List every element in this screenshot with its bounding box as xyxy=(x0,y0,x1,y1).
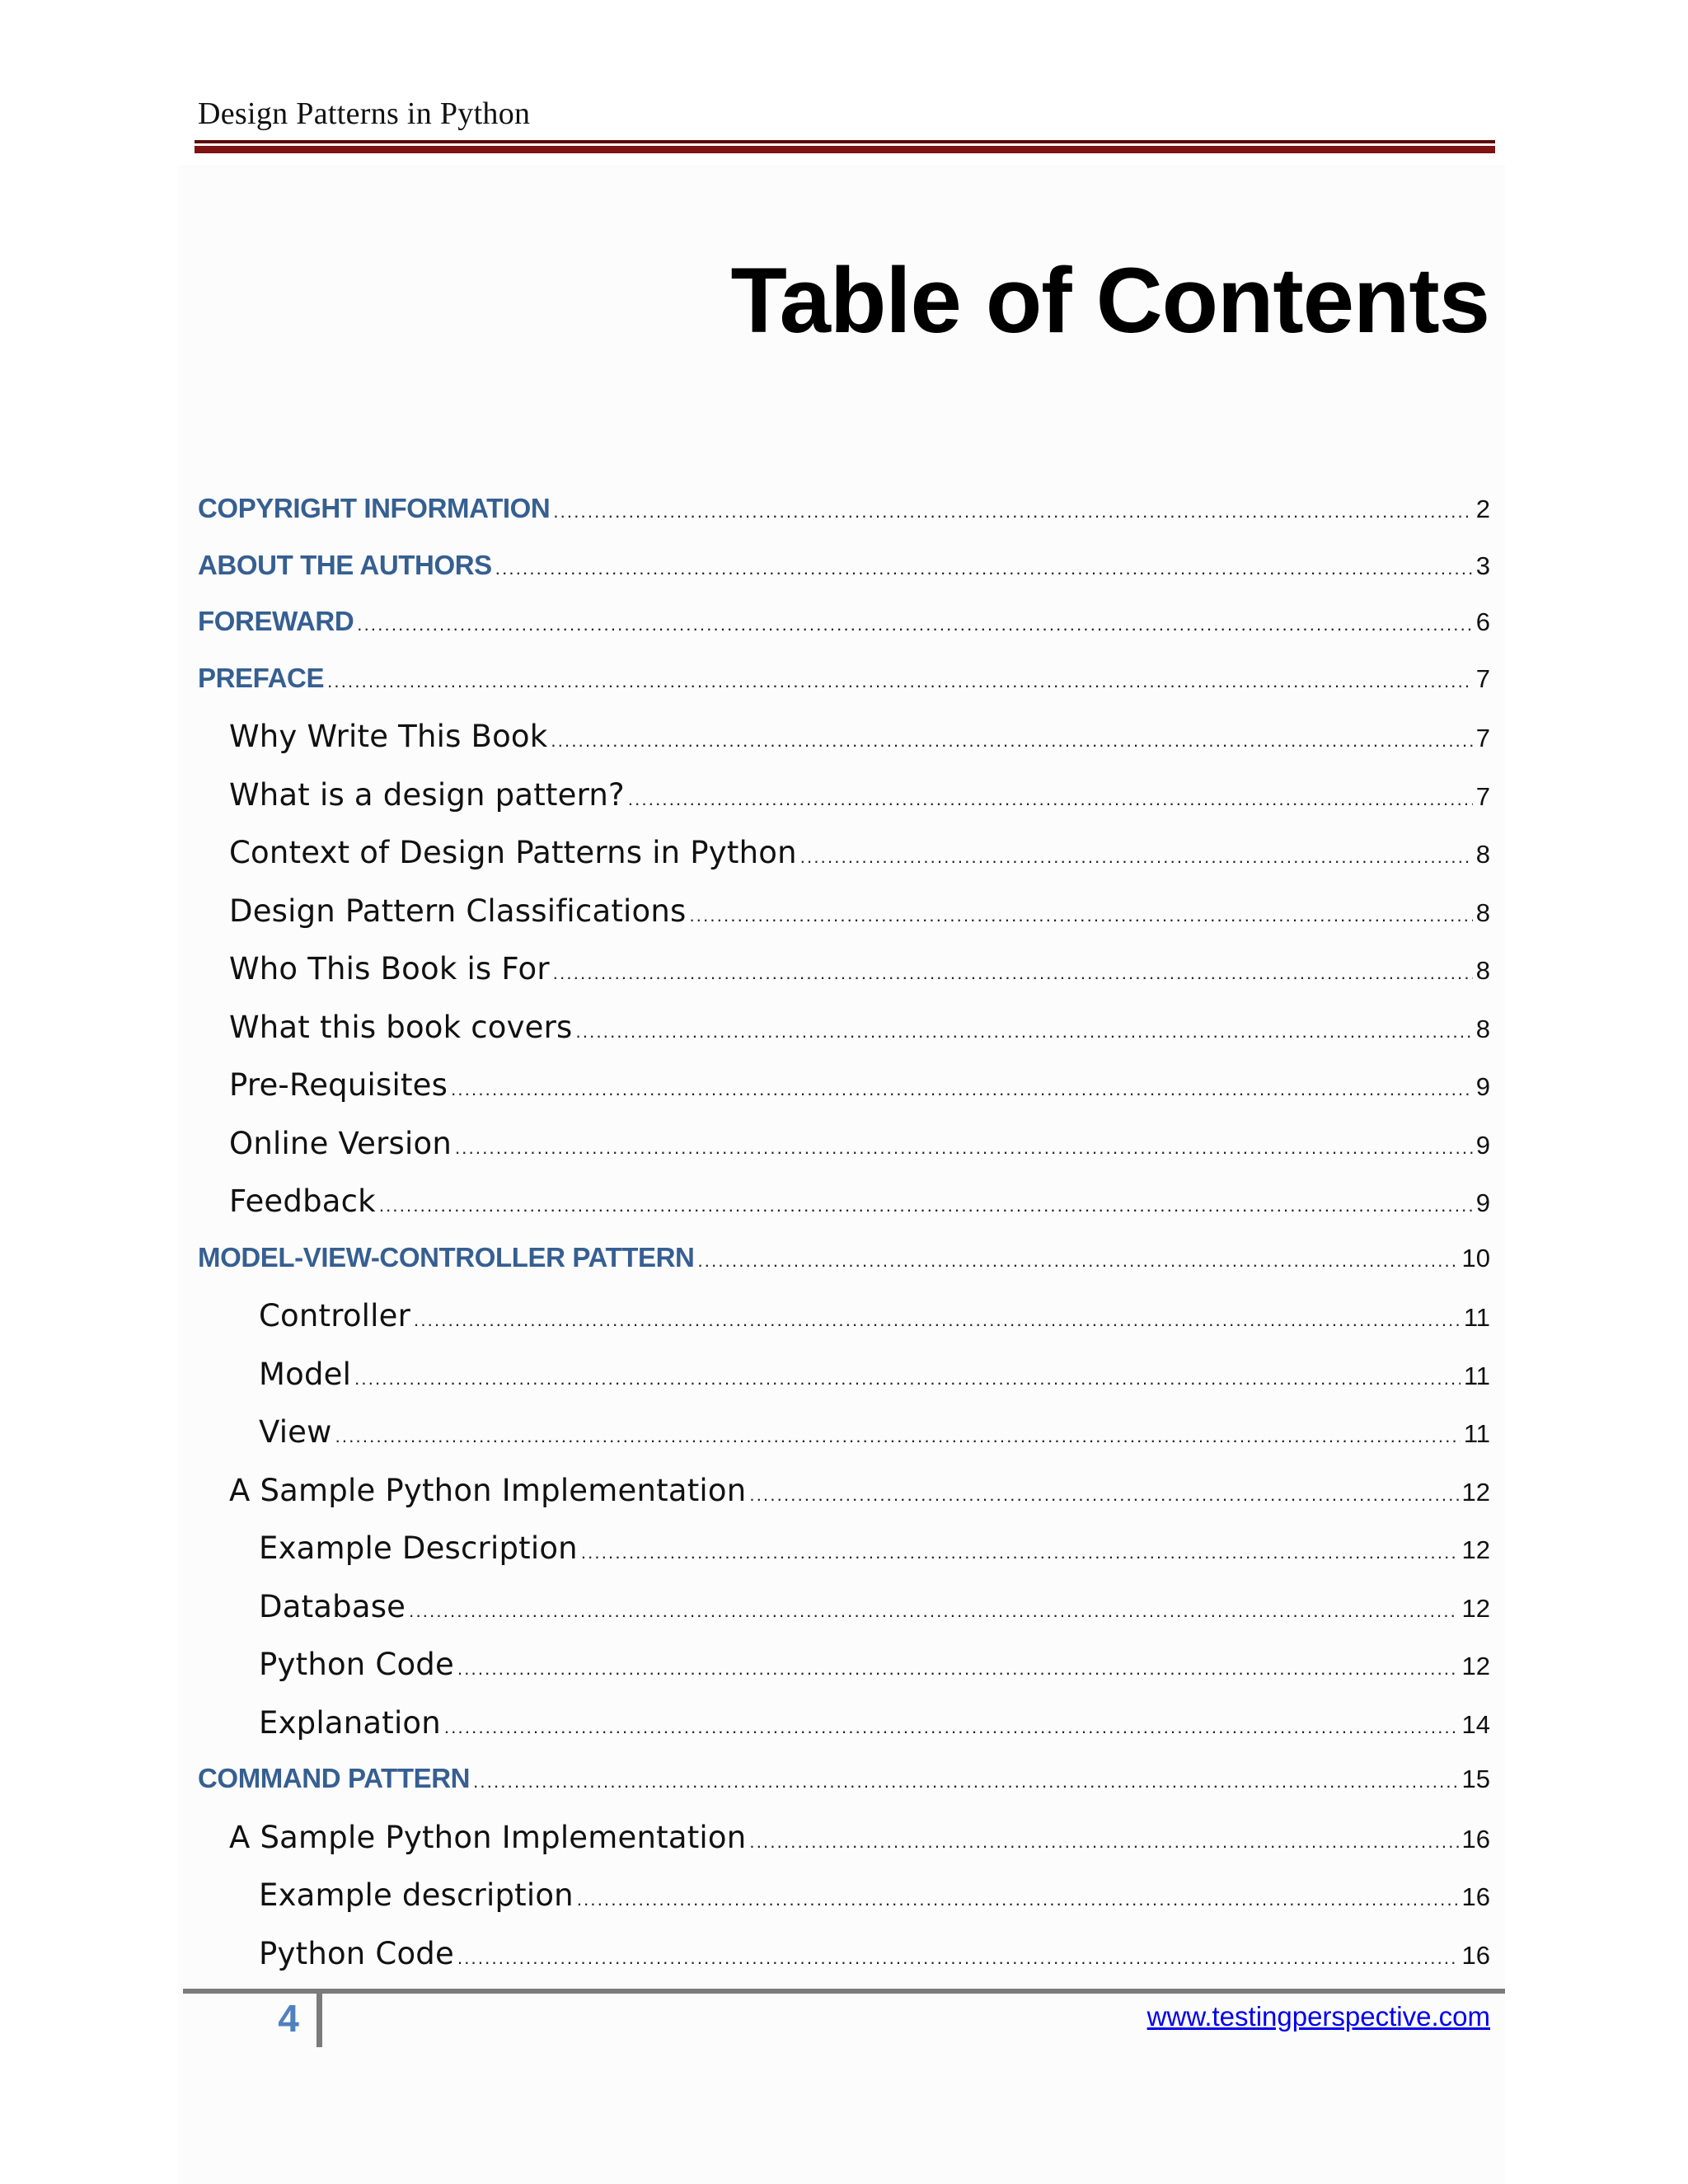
website-link[interactable]: www.testingperspective.com xyxy=(1146,2001,1490,2032)
toc-entry-title: MODEL-VIEW-CONTROLLER PATTERN xyxy=(198,1241,695,1272)
toc-entry-title: Context of Design Patterns in Python xyxy=(229,835,797,870)
toc-dot-leader xyxy=(553,964,1473,982)
toc-entry-title: PREFACE xyxy=(198,662,325,693)
toc-dot-leader xyxy=(800,848,1473,866)
toc-entry[interactable] xyxy=(198,1820,1490,1878)
toc-entry-page: 10 xyxy=(1461,1243,1490,1272)
toc-entry-title: Python Code xyxy=(259,1647,454,1682)
toc-entry[interactable] xyxy=(198,1877,1490,1936)
toc-entry-page: 7 xyxy=(1475,663,1490,693)
toc-entry-page: 3 xyxy=(1475,551,1490,580)
toc-entry-title: ABOUT THE AUTHORS xyxy=(198,549,492,580)
toc-entry-title: Example Description xyxy=(259,1530,578,1566)
toc-dot-leader xyxy=(577,1891,1459,1909)
toc-entry[interactable] xyxy=(198,1357,1490,1415)
toc-entry[interactable] xyxy=(198,1414,1490,1473)
toc-entry[interactable] xyxy=(198,493,1490,550)
toc-entry-page: 8 xyxy=(1475,898,1490,927)
toc-entry-title: Design Pattern Classifications xyxy=(229,893,687,929)
toc-dot-leader xyxy=(495,560,1473,578)
toc-entry[interactable] xyxy=(198,663,1490,719)
toc-entry[interactable] xyxy=(198,1530,1490,1589)
toc-entry-title: COMMAND PATTERN xyxy=(198,1763,471,1793)
toc-entry-title: Example description xyxy=(259,1877,574,1913)
toc-entry-title: What this book covers xyxy=(229,1009,573,1045)
toc-entry-title: Online Version xyxy=(229,1125,452,1161)
toc-entry-page: 11 xyxy=(1463,1419,1490,1448)
toc-entry-title: COPYRIGHT INFORMATION xyxy=(198,493,551,523)
toc-dot-leader xyxy=(335,1427,1461,1446)
toc-entry[interactable] xyxy=(198,719,1490,777)
toc-entry-page: 12 xyxy=(1461,1652,1490,1680)
toc-entry[interactable] xyxy=(198,1705,1490,1764)
header-rule-thick xyxy=(195,146,1495,153)
toc-entry[interactable] xyxy=(198,1067,1490,1126)
toc-entry-page: 7 xyxy=(1475,724,1490,752)
toc-entry[interactable] xyxy=(198,606,1490,663)
toc-entry-title: Why Write This Book xyxy=(229,719,548,754)
toc-entry-page: 9 xyxy=(1475,1072,1490,1101)
toc-entry-page: 9 xyxy=(1475,1188,1490,1217)
toc-dot-leader xyxy=(457,1660,1459,1678)
page-title: Table of Contents xyxy=(730,249,1489,352)
toc-entry[interactable] xyxy=(198,1763,1490,1820)
toc-dot-leader xyxy=(414,1311,1461,1329)
toc-entry-title: Who This Book is For xyxy=(229,951,550,987)
toc-entry[interactable] xyxy=(198,550,1490,607)
toc-entry-page: 16 xyxy=(1461,1940,1490,1970)
toc-entry-page: 12 xyxy=(1461,1477,1490,1507)
toc-dot-leader xyxy=(581,1544,1459,1562)
page-number: 4 xyxy=(278,1997,299,2040)
toc-entry-title: Model xyxy=(259,1356,352,1392)
toc-dot-leader xyxy=(457,1949,1459,1967)
toc-entry[interactable] xyxy=(198,777,1490,836)
toc-entry-page: 8 xyxy=(1475,956,1490,985)
toc-dot-leader xyxy=(551,732,1472,750)
toc-dot-leader xyxy=(409,1602,1458,1620)
toc-entry-page: 15 xyxy=(1461,1765,1490,1793)
toc-entry[interactable] xyxy=(198,1589,1490,1647)
toc-entry-title: Database xyxy=(259,1588,406,1624)
toc-dot-leader xyxy=(697,1252,1458,1270)
toc-entry-page: 12 xyxy=(1461,1593,1490,1623)
toc-entry[interactable] xyxy=(198,1647,1490,1705)
toc-entry-title: A Sample Python Implementation xyxy=(229,1819,747,1855)
toc-dot-leader xyxy=(749,1486,1458,1504)
toc-entry[interactable] xyxy=(198,1183,1490,1242)
toc-entry-title: View xyxy=(259,1414,332,1450)
toc-dot-leader xyxy=(379,1197,1473,1215)
toc-dot-leader xyxy=(689,907,1472,925)
running-header: Design Patterns in Python xyxy=(198,96,531,131)
toc-dot-leader xyxy=(444,1718,1459,1736)
toc-entry[interactable] xyxy=(198,893,1490,952)
toc-list xyxy=(198,493,1490,1994)
footer-rule xyxy=(183,1989,1505,1994)
toc-entry[interactable] xyxy=(198,835,1490,893)
toc-entry-page: 16 xyxy=(1461,1882,1490,1911)
toc-dot-leader xyxy=(473,1773,1458,1791)
toc-entry-title: Feedback xyxy=(229,1183,376,1219)
header-rule-thin xyxy=(195,140,1495,143)
toc-dot-leader xyxy=(354,1370,1461,1388)
toc-entry-page: 16 xyxy=(1461,1824,1490,1854)
toc-entry-page: 2 xyxy=(1475,494,1490,523)
toc-entry-page: 9 xyxy=(1475,1130,1490,1160)
toc-dot-leader xyxy=(451,1080,1473,1099)
toc-entry[interactable] xyxy=(198,1010,1490,1068)
toc-entry-title: Pre-Requisites xyxy=(229,1067,448,1103)
toc-dot-leader xyxy=(455,1139,1473,1157)
toc-entry[interactable] xyxy=(198,1242,1490,1299)
toc-dot-leader xyxy=(357,616,1472,634)
footer-divider xyxy=(316,1991,322,2047)
toc-entry[interactable] xyxy=(198,1473,1490,1531)
toc-dot-leader xyxy=(576,1023,1473,1041)
toc-entry-title: What is a design pattern? xyxy=(229,776,625,813)
toc-entry[interactable] xyxy=(198,951,1490,1010)
toc-entry-page: 11 xyxy=(1463,1361,1490,1390)
toc-dot-leader xyxy=(553,503,1472,521)
toc-entry-page: 7 xyxy=(1475,781,1490,811)
toc-entry[interactable] xyxy=(198,1936,1490,1994)
toc-entry-page: 8 xyxy=(1475,1014,1490,1043)
toc-entry-title: Controller xyxy=(259,1298,411,1333)
toc-dot-leader xyxy=(628,790,1473,808)
toc-dot-leader xyxy=(749,1833,1458,1851)
toc-entry-page: 12 xyxy=(1461,1535,1490,1564)
toc-entry[interactable] xyxy=(198,1126,1490,1184)
toc-entry-title: FOREWARD xyxy=(198,606,354,636)
toc-entry-page: 14 xyxy=(1461,1709,1490,1739)
toc-entry-title: Explanation xyxy=(259,1704,441,1741)
toc-entry-title: Python Code xyxy=(259,1935,454,1971)
toc-entry-page: 11 xyxy=(1463,1303,1490,1332)
toc-entry[interactable] xyxy=(198,1298,1490,1357)
toc-entry-page: 8 xyxy=(1475,840,1490,869)
toc-dot-leader xyxy=(327,673,1473,691)
toc-entry-title: A Sample Python Implementation xyxy=(229,1472,747,1508)
toc-entry-page: 6 xyxy=(1475,607,1490,636)
